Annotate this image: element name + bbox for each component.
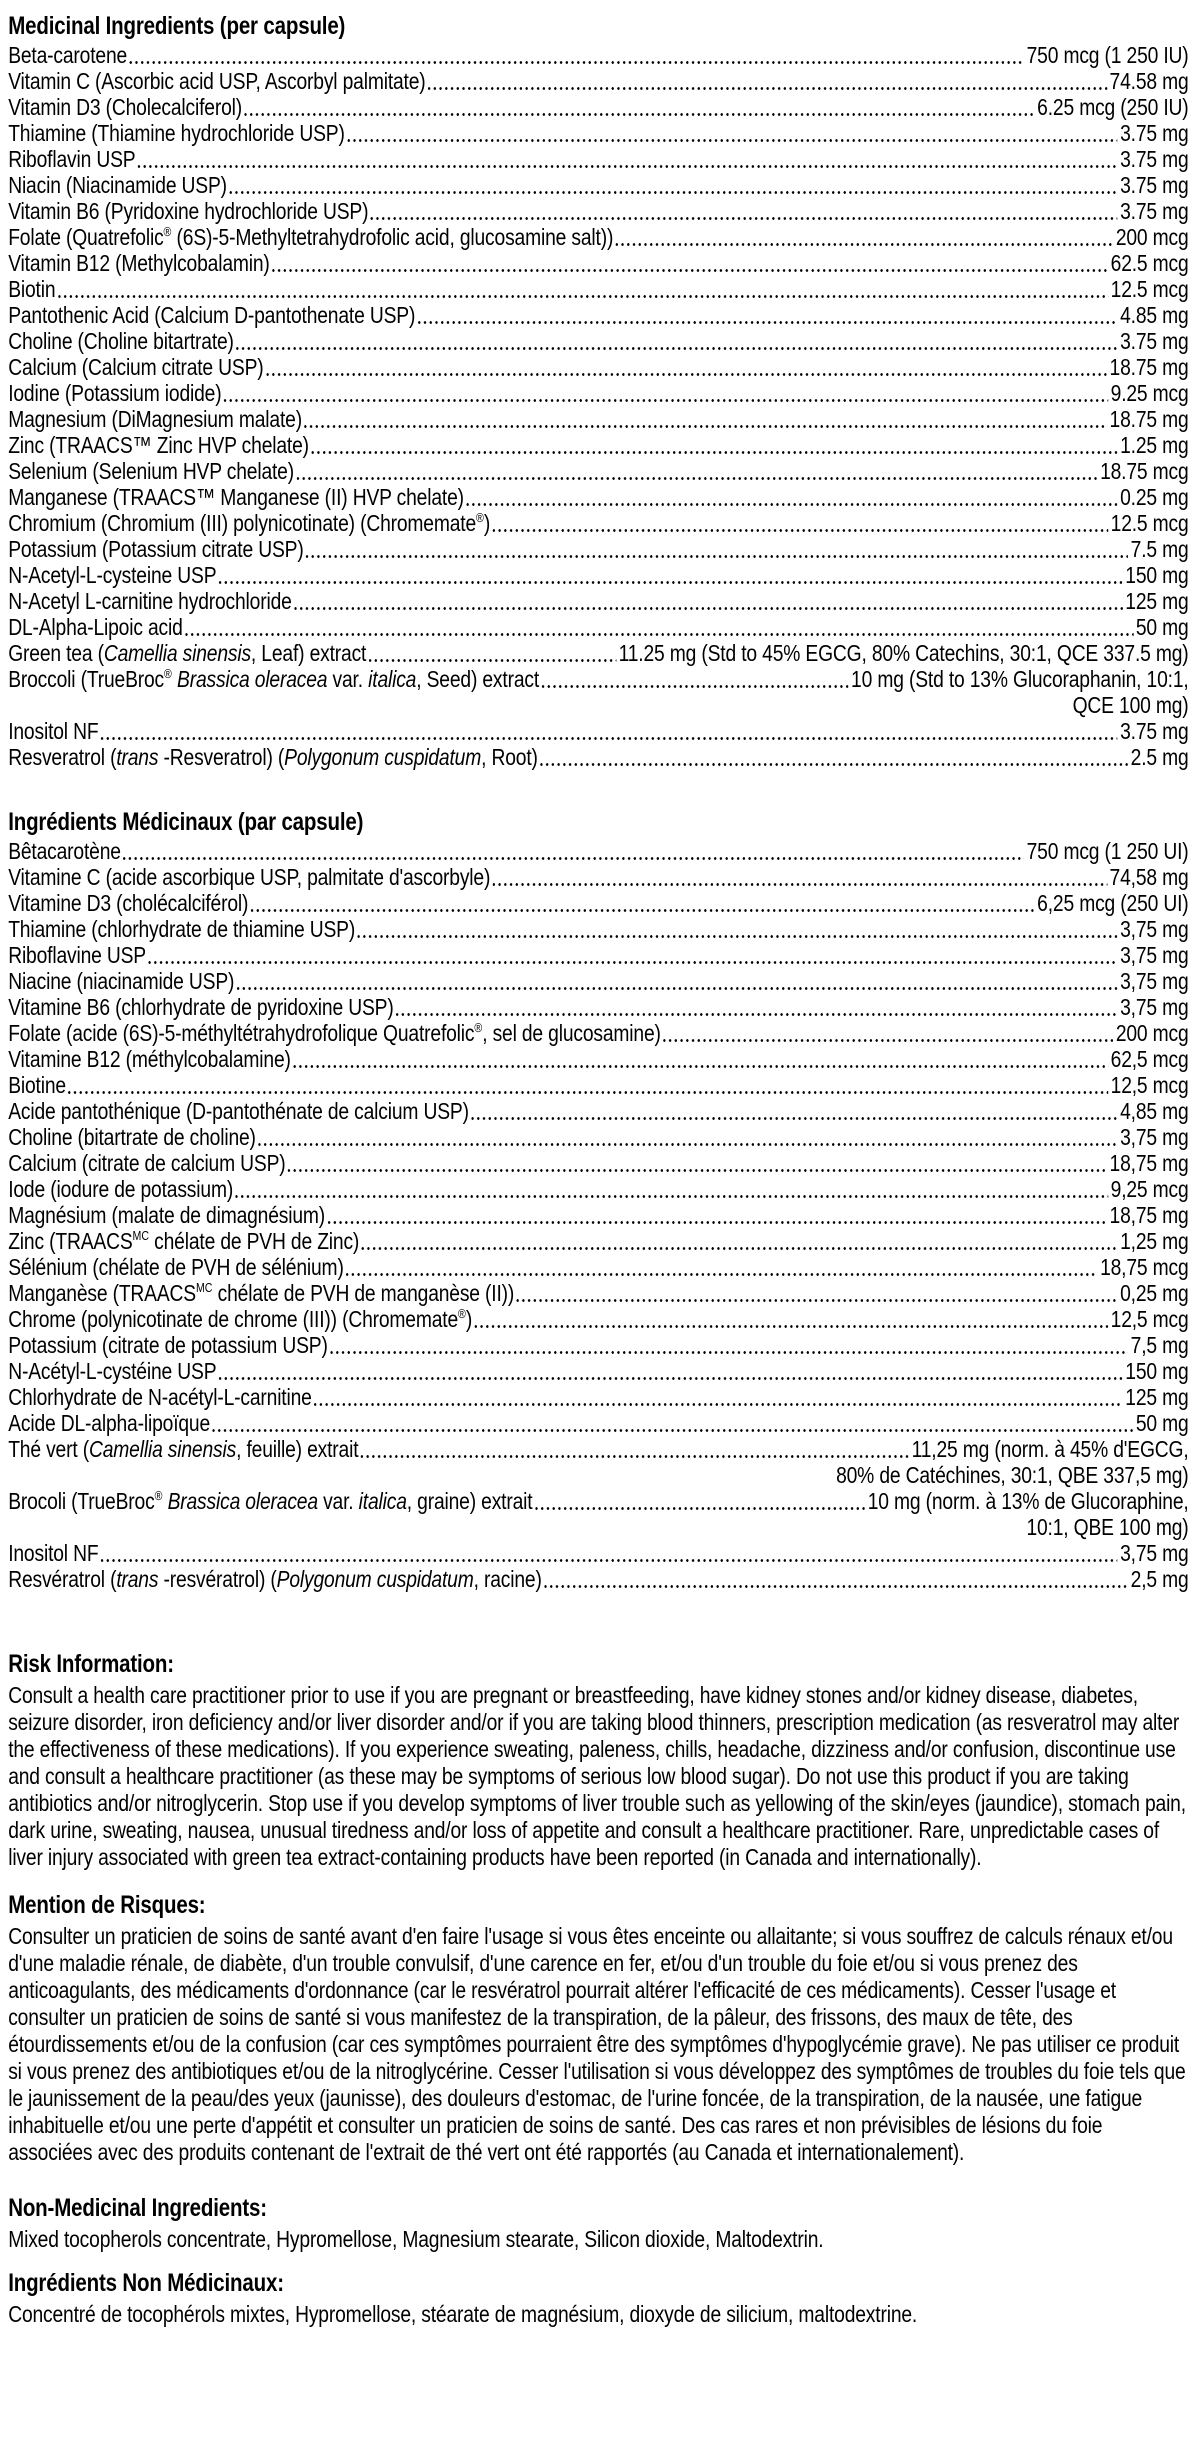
ingredient-name: Acide pantothénique (D-pantothénate de calcium USP) bbox=[8, 1098, 469, 1124]
ingredient-name: Vitamin B6 (Pyridoxine hydrochloride USP) bbox=[8, 198, 369, 224]
dot-leader bbox=[328, 1221, 1108, 1224]
ingredient-row bbox=[8, 744, 1188, 770]
dot-leader bbox=[288, 1169, 1107, 1172]
ingredient-value: 6.25 mcg (250 IU) bbox=[1037, 94, 1189, 120]
dot-leader bbox=[361, 1455, 909, 1458]
ingredient-list-fr bbox=[8, 838, 1188, 1592]
ingredient-value: 750 mcg (1 250 IU) bbox=[1026, 42, 1189, 68]
ingredient-value: 7.5 mg bbox=[1130, 536, 1189, 562]
ingredient-row bbox=[8, 1566, 1188, 1592]
ingredient-row bbox=[8, 354, 1188, 380]
ingredient-value: 18.75 mg bbox=[1109, 354, 1189, 380]
ingredient-row bbox=[8, 1488, 1188, 1514]
dot-leader bbox=[258, 1143, 1117, 1146]
ingredient-row bbox=[8, 484, 1188, 510]
ingredient-name: Bêtacarotène bbox=[8, 838, 121, 864]
ingredient-row bbox=[8, 1306, 1188, 1332]
ingredient-row bbox=[8, 1358, 1188, 1384]
ingredient-value: 62,5 mcg bbox=[1110, 1046, 1189, 1072]
ingredient-row bbox=[8, 994, 1188, 1020]
dot-leader bbox=[347, 139, 1117, 142]
risk-fr-title: Mention de Risques: bbox=[8, 1891, 206, 1919]
ingredient-row bbox=[8, 224, 1188, 250]
ingredient-row bbox=[8, 68, 1188, 94]
ingredient-name: Calcium (Calcium citrate USP) bbox=[8, 354, 264, 380]
ingredient-value: 18,75 mg bbox=[1109, 1202, 1189, 1228]
dot-leader bbox=[493, 529, 1109, 532]
dot-leader bbox=[535, 1507, 865, 1510]
ingredient-name: Vitamine B6 (chlorhydrate de pyridoxine USP) bbox=[8, 994, 394, 1020]
non-medicinal-fr-title: Ingrédients Non Médicinaux: bbox=[8, 2269, 284, 2297]
ingredient-name: DL-Alpha-Lipoic acid bbox=[8, 614, 183, 640]
ingredient-name: Inositol NF bbox=[8, 718, 99, 744]
ingredient-value-wrap: 10:1, QBE 100 mg) bbox=[1026, 1514, 1189, 1540]
ingredient-name: Biotine bbox=[8, 1072, 66, 1098]
ingredient-value: 750 mcg (1 250 UI) bbox=[1026, 838, 1189, 864]
ingredient-name: Zinc (TRAACS™ Zinc HVP chelate) bbox=[8, 432, 309, 458]
ingredient-name: Chrome (polynicotinate de chrome (III)) (Chromemate®) bbox=[8, 1306, 473, 1332]
section-risk-information-fr bbox=[8, 1889, 1188, 2166]
ingredient-row bbox=[8, 1228, 1188, 1254]
ingredient-value: 3.75 mg bbox=[1120, 172, 1189, 198]
ingredient-row bbox=[8, 1436, 1188, 1462]
ingredient-value: 3,75 mg bbox=[1120, 994, 1189, 1020]
medicinal-en-title: Medicinal Ingredients (per capsule) bbox=[8, 12, 346, 40]
ingredient-name: Biotin bbox=[8, 276, 56, 302]
ingredient-name: Pantothenic Acid (Calcium D-pantothenate USP) bbox=[8, 302, 416, 328]
ingredient-value: 3.75 mg bbox=[1120, 718, 1189, 744]
ingredient-value: 3.75 mg bbox=[1120, 328, 1189, 354]
ingredient-row bbox=[8, 1150, 1188, 1176]
ingredient-value: 1.25 mg bbox=[1120, 432, 1189, 458]
ingredient-row bbox=[8, 1098, 1188, 1124]
ingredient-row bbox=[8, 1072, 1188, 1098]
ingredient-name: Resvératrol (trans -resvératrol) (Polygonum cuspidatum, racine) bbox=[8, 1566, 542, 1592]
ingredient-name: Choline (Choline bitartrate) bbox=[8, 328, 234, 354]
ingredient-row bbox=[8, 614, 1188, 640]
ingredient-row bbox=[8, 890, 1188, 916]
ingredient-name: Magnésium (malate de dimagnésium) bbox=[8, 1202, 326, 1228]
ingredient-value: 11.25 mg (Std to 45% EGCG, 80% Catechins, 30:1, QCE 337.5 mg) bbox=[618, 640, 1189, 666]
dot-leader bbox=[428, 87, 1107, 90]
dot-leader bbox=[101, 1559, 1118, 1562]
dot-leader bbox=[236, 1195, 1109, 1198]
ingredient-row bbox=[8, 458, 1188, 484]
ingredient-row bbox=[8, 562, 1188, 588]
ingredient-name: Broccoli (TrueBroc® Brassica oleracea var. italica, Seed) extract bbox=[8, 666, 540, 692]
ingredient-row bbox=[8, 1176, 1188, 1202]
ingredient-value: 10 mg (Std to 13% Glucoraphanin, 10:1, bbox=[851, 666, 1189, 692]
dot-leader bbox=[148, 961, 1117, 964]
ingredient-name: Vitamin C (Ascorbic acid USP, Ascorbyl palmitate) bbox=[8, 68, 426, 94]
ingredient-row bbox=[8, 864, 1188, 890]
non-medicinal-en-body: Mixed tocopherols concentrate, Hypromellose, Magnesium stearate, Silicon dioxide, Maltodextrin. bbox=[8, 2226, 824, 2252]
dot-leader bbox=[101, 737, 1118, 740]
ingredient-name: Magnesium (DiMagnesium malate) bbox=[8, 406, 302, 432]
dot-leader bbox=[244, 113, 1034, 116]
ingredient-value: 150 mg bbox=[1125, 562, 1189, 588]
dot-leader bbox=[314, 1403, 1123, 1406]
ingredient-value: 3,75 mg bbox=[1120, 1540, 1189, 1566]
ingredient-name: Zinc ($TRAACS^{MC}$ chélate de PVH de Zinc) bbox=[8, 1228, 360, 1254]
ingredient-value: 12.5 mcg bbox=[1110, 276, 1189, 302]
ingredient-value: 7,5 mg bbox=[1130, 1332, 1189, 1358]
ingredient-name: N-Acetyl L-carnitine hydrochloride bbox=[8, 588, 292, 614]
dot-leader bbox=[542, 685, 849, 688]
dot-leader bbox=[68, 1091, 1108, 1094]
dot-leader bbox=[219, 1377, 1123, 1380]
ingredient-value: 2,5 mg bbox=[1130, 1566, 1189, 1592]
section-non-medicinal-en bbox=[8, 2192, 1188, 2253]
ingredient-row bbox=[8, 302, 1188, 328]
dot-leader bbox=[237, 987, 1118, 990]
ingredient-row bbox=[8, 640, 1188, 666]
dot-leader bbox=[293, 1065, 1108, 1068]
ingredient-name: Manganèse ($TRAACS^{MC}$ chélate de PVH de manganèse (II)) bbox=[8, 1280, 515, 1306]
ingredient-row bbox=[8, 120, 1188, 146]
ingredient-row bbox=[8, 666, 1188, 692]
ingredient-value: 50 mg bbox=[1135, 614, 1189, 640]
non-medicinal-fr-body: Concentré de tocophérols mixtes, Hypromellose, stéarate de magnésium, dioxyde de silicium, maltodextrine. bbox=[8, 2301, 918, 2327]
ingredient-name: Inositol NF bbox=[8, 1540, 99, 1566]
dot-leader bbox=[130, 61, 1025, 64]
ingredient-row bbox=[8, 1384, 1188, 1410]
ingredient-row bbox=[8, 1332, 1188, 1358]
ingredient-row bbox=[8, 838, 1188, 864]
ingredient-name: Folate (acide (6S)-5-méthyltétrahydrofolique Quatrefolic®, sel de glucosamine) bbox=[8, 1020, 661, 1046]
ingredient-value: 18.75 mcg bbox=[1100, 458, 1189, 484]
dot-leader bbox=[369, 659, 616, 662]
non-medicinal-en-title: Non-Medicinal Ingredients: bbox=[8, 2194, 267, 2222]
ingredient-name: Selenium (Selenium HVP chelate) bbox=[8, 458, 294, 484]
ingredient-row bbox=[8, 968, 1188, 994]
ingredient-value: 3,75 mg bbox=[1120, 968, 1189, 994]
ingredient-value: 3.75 mg bbox=[1120, 198, 1189, 224]
dot-leader bbox=[224, 399, 1108, 402]
dot-leader bbox=[266, 373, 1107, 376]
dot-leader bbox=[138, 165, 1118, 168]
ingredient-value: 3,75 mg bbox=[1120, 1124, 1189, 1150]
ingredient-name: Thé vert (Camellia sinensis, feuille) extrait bbox=[8, 1436, 359, 1462]
dot-leader bbox=[540, 763, 1128, 766]
section-medicinal-ingredients-fr bbox=[8, 806, 1188, 1592]
ingredient-value: 12.5 mcg bbox=[1110, 510, 1189, 536]
ingredient-row bbox=[8, 328, 1188, 354]
ingredient-value: 12,5 mcg bbox=[1110, 1072, 1189, 1098]
ingredient-value: 50 mg bbox=[1135, 1410, 1189, 1436]
ingredient-name: Folate (Quatrefolic® (6S)-5-Methyltetrahydrofolic acid, glucosamine salt)) bbox=[8, 224, 614, 250]
section-medicinal-ingredients-en bbox=[8, 10, 1188, 770]
dot-leader bbox=[362, 1247, 1118, 1250]
ingredient-value: 18,75 mcg bbox=[1100, 1254, 1189, 1280]
ingredient-name: Calcium (citrate de calcium USP) bbox=[8, 1150, 286, 1176]
dot-leader bbox=[544, 1585, 1128, 1588]
ingredient-value: 125 mg bbox=[1125, 1384, 1189, 1410]
ingredient-value: 4.85 mg bbox=[1120, 302, 1189, 328]
dot-leader bbox=[229, 191, 1117, 194]
dot-leader bbox=[123, 857, 1024, 860]
dot-leader bbox=[358, 935, 1118, 938]
ingredient-name: Vitamine B12 (méthylcobalamine) bbox=[8, 1046, 291, 1072]
ingredient-row bbox=[8, 1046, 1188, 1072]
ingredient-row bbox=[8, 146, 1188, 172]
ingredient-row bbox=[8, 1280, 1188, 1306]
ingredient-value: 0,25 mg bbox=[1120, 1280, 1189, 1306]
ingredient-row bbox=[8, 172, 1188, 198]
ingredient-row bbox=[8, 1020, 1188, 1046]
ingredient-value: 74.58 mg bbox=[1109, 68, 1189, 94]
ingredient-value: 11,25 mg (norm. à 45% d'EGCG, bbox=[911, 1436, 1189, 1462]
ingredient-name: Choline (bitartrate de choline) bbox=[8, 1124, 256, 1150]
ingredient-value: 0.25 mg bbox=[1120, 484, 1189, 510]
dot-leader bbox=[371, 217, 1118, 220]
dot-leader bbox=[251, 909, 1035, 912]
ingredient-name: Resveratrol (trans -Resveratrol) (Polygonum cuspidatum, Root) bbox=[8, 744, 538, 770]
dot-leader bbox=[493, 883, 1107, 886]
ingredient-row bbox=[8, 942, 1188, 968]
medicinal-fr-title: Ingrédients Médicinaux (par capsule) bbox=[8, 808, 364, 836]
dot-leader bbox=[475, 1325, 1109, 1328]
ingredient-name: Chlorhydrate de N-acétyl-L-carnitine bbox=[8, 1384, 312, 1410]
dot-leader bbox=[306, 555, 1128, 558]
ingredient-name: N-Acétyl-L-cystéine USP bbox=[8, 1358, 217, 1384]
ingredient-row bbox=[8, 536, 1188, 562]
ingredient-value: 200 mcg bbox=[1115, 224, 1189, 250]
ingredient-row bbox=[8, 42, 1188, 68]
ingredient-name: Manganese (TRAACS™ Manganese (II) HVP chelate) bbox=[8, 484, 464, 510]
section-risk-information-en bbox=[8, 1648, 1188, 1871]
ingredient-row bbox=[8, 406, 1188, 432]
ingredient-row bbox=[8, 380, 1188, 406]
dot-leader bbox=[466, 503, 1117, 506]
section-non-medicinal-fr bbox=[8, 2267, 1188, 2328]
ingredient-row bbox=[8, 94, 1188, 120]
ingredient-value: 3,75 mg bbox=[1120, 942, 1189, 968]
ingredient-name: Niacin (Niacinamide USP) bbox=[8, 172, 227, 198]
dot-leader bbox=[185, 633, 1133, 636]
ingredient-name: Niacine (niacinamide USP) bbox=[8, 968, 235, 994]
dot-leader bbox=[304, 425, 1107, 428]
ingredient-value: 9,25 mcg bbox=[1110, 1176, 1189, 1202]
ingredient-value: 62.5 mcg bbox=[1110, 250, 1189, 276]
ingredient-name: Thiamine (Thiamine hydrochloride USP) bbox=[8, 120, 345, 146]
ingredient-row bbox=[8, 198, 1188, 224]
ingredient-row bbox=[8, 1124, 1188, 1150]
dot-leader bbox=[58, 295, 1108, 298]
ingredient-name: Beta-carotene bbox=[8, 42, 128, 68]
ingredient-row bbox=[8, 1254, 1188, 1280]
ingredient-value-wrap: QCE 100 mg) bbox=[1072, 692, 1189, 718]
ingredient-name: Thiamine (chlorhydrate de thiamine USP) bbox=[8, 916, 356, 942]
ingredient-name: Vitamin B12 (Methylcobalamin) bbox=[8, 250, 270, 276]
dot-leader bbox=[330, 1351, 1128, 1354]
dot-leader bbox=[517, 1299, 1118, 1302]
ingredient-value: 12,5 mcg bbox=[1110, 1306, 1189, 1332]
ingredient-name: Iode (iodure de potassium) bbox=[8, 1176, 234, 1202]
risk-en-title: Risk Information: bbox=[8, 1650, 174, 1678]
ingredient-name: Acide DL-alpha-lipoïque bbox=[8, 1410, 211, 1436]
ingredient-row bbox=[8, 1540, 1188, 1566]
ingredient-name: Vitamine D3 (cholécalciférol) bbox=[8, 890, 249, 916]
ingredient-name: Green tea (Camellia sinensis, Leaf) extract bbox=[8, 640, 367, 666]
dot-leader bbox=[616, 243, 1114, 246]
ingredient-row bbox=[8, 250, 1188, 276]
ingredient-value: 18,75 mg bbox=[1109, 1150, 1189, 1176]
ingredient-row bbox=[8, 718, 1188, 744]
ingredient-value: 150 mg bbox=[1125, 1358, 1189, 1384]
ingredient-value: 3.75 mg bbox=[1120, 120, 1189, 146]
ingredient-value: 74,58 mg bbox=[1109, 864, 1189, 890]
ingredient-row bbox=[8, 588, 1188, 614]
dot-leader bbox=[311, 451, 1117, 454]
ingredient-row bbox=[8, 916, 1188, 942]
ingredient-name: Vitamine C (acide ascorbique USP, palmitate d'ascorbyle) bbox=[8, 864, 491, 890]
ingredient-name: Potassium (Potassium citrate USP) bbox=[8, 536, 304, 562]
ingredient-row bbox=[8, 432, 1188, 458]
dot-leader bbox=[663, 1039, 1113, 1042]
ingredient-name: Riboflavine USP bbox=[8, 942, 147, 968]
ingredient-value: 4,85 mg bbox=[1120, 1098, 1189, 1124]
ingredient-name: Potassium (citrate de potassium USP) bbox=[8, 1332, 328, 1358]
dot-leader bbox=[346, 1273, 1097, 1276]
ingredient-name: N-Acetyl-L-cysteine USP bbox=[8, 562, 217, 588]
ingredient-value: 10 mg (norm. à 13% de Glucoraphine, bbox=[867, 1488, 1189, 1514]
risk-fr-body: Consulter un praticien de soins de santé avant d'en faire l'usage si vous êtes enceinte ou allaitante; si vous souffrez de calculs rénaux et/ou d'une maladie rénale, de diabète, d'un trouble convulsif, d'une carence en fer, et/ou d'un trouble du foie et/ou si vous prenez des anticoagulants, des médicaments d'ordonnance (car le resvératrol pourrait altérer l'efficacité de ces médicaments). Cesser l'usage et consulter un praticien de soins de santé si vous manifestez de la transpiration, de la pâleur, des frissons, des maux de tête, des étourdissements et/ou de la confusion (car ces symptômes pourraient être des symptômes d'hypoglycémie grave). Ne pas utiliser ce produit si vous prenez des antibiotiques et/ou de la nitroglycérine. Cesser l'utilisation si vous développez des symptômes de troubles du foie tels que le jaunissement de la peau/des yeux (jaunisse), des douleurs d'estomac, de l'urine foncée, de la transpiration, de la nausée, une fatigue inhabituelle et/ou une perte d'appétit et consulter un praticien de soins de santé. Des cas rares et non prévisibles de lésions du foie associées avec des produits contenant de l'extrait de thé vert ont été rapportés (au Canada et internationalement). bbox=[8, 1923, 1186, 2165]
ingredient-value: 125 mg bbox=[1125, 588, 1189, 614]
ingredient-value: 3.75 mg bbox=[1120, 146, 1189, 172]
risk-en-body: Consult a health care practitioner prior to use if you are pregnant or breastfeeding, have kidney stones and/or kidney disease, diabetes, seizure disorder, iron deficiency and/or liver disorder and/or if you are taking blood thinners, prescription medication (as resveratrol may alter the effectiveness of these medications). If you experience sweating, paleness, chills, headache, dizziness and/or confusion, discontinue use and consult a healthcare practitioner (as these may be symptoms of serious low blood sugar). Do not use this product if you are taking antibiotics and/or nitroglycerin. Stop use if you develop symptoms of liver trouble such as yellowing of the skin/eyes (jaundice), stomach pain, dark urine, sweating, nausea, unusual tiredness and/or loss of appetite and consult a healthcare practitioner. Rare, unpredictable cases of liver injury associated with green tea extract-containing products have been reported (in Canada and internationally). bbox=[8, 1682, 1186, 1870]
ingredient-row bbox=[8, 510, 1188, 536]
ingredient-name: Brocoli (TrueBroc® Brassica oleracea var. italica, graine) extrait bbox=[8, 1488, 533, 1514]
ingredient-name: Sélénium (chélate de PVH de sélénium) bbox=[8, 1254, 344, 1280]
dot-leader bbox=[418, 321, 1118, 324]
dot-leader bbox=[296, 477, 1097, 480]
ingredient-value: 200 mcg bbox=[1115, 1020, 1189, 1046]
ingredient-value: 3,75 mg bbox=[1120, 916, 1189, 942]
dot-leader bbox=[236, 347, 1117, 350]
ingredient-list-en bbox=[8, 42, 1188, 770]
ingredient-value-wrap: 80% de Catéchines, 30:1, QBE 337,5 mg) bbox=[836, 1462, 1189, 1488]
ingredient-value: 6,25 mcg (250 UI) bbox=[1037, 890, 1189, 916]
ingredient-row bbox=[8, 1410, 1188, 1436]
ingredient-value: 18.75 mg bbox=[1109, 406, 1189, 432]
dot-leader bbox=[219, 581, 1123, 584]
ingredient-value: 2.5 mg bbox=[1130, 744, 1189, 770]
ingredient-row bbox=[8, 1202, 1188, 1228]
ingredient-value: 1,25 mg bbox=[1120, 1228, 1189, 1254]
ingredient-name: Riboflavin USP bbox=[8, 146, 136, 172]
ingredient-name: Iodine (Potassium iodide) bbox=[8, 380, 222, 406]
dot-leader bbox=[471, 1117, 1117, 1120]
ingredient-name: Vitamin D3 (Cholecalciferol) bbox=[8, 94, 242, 120]
dot-leader bbox=[272, 269, 1108, 272]
ingredient-value: 9.25 mcg bbox=[1110, 380, 1189, 406]
dot-leader bbox=[294, 607, 1123, 610]
ingredient-row bbox=[8, 276, 1188, 302]
dot-leader bbox=[396, 1013, 1118, 1016]
ingredient-name: Chromium (Chromium (III) polynicotinate) (Chromemate®) bbox=[8, 510, 491, 536]
dot-leader bbox=[212, 1429, 1133, 1432]
